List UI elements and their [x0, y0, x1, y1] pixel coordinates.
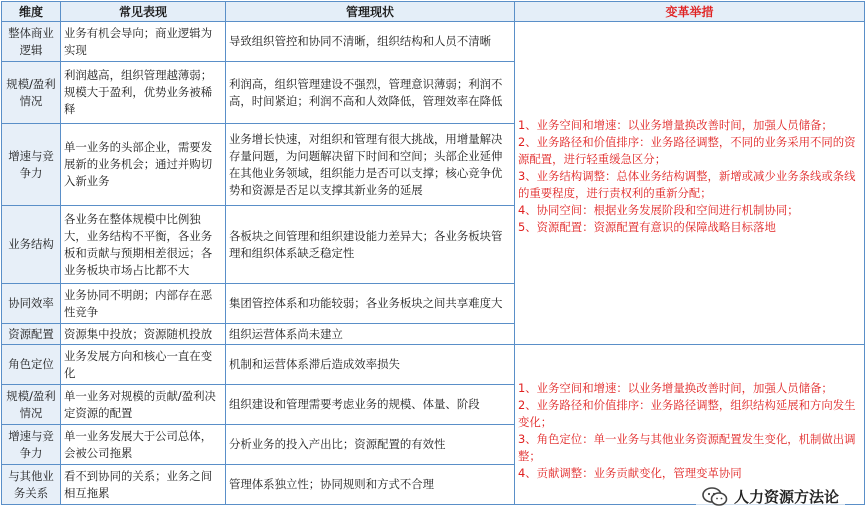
reform-item: 4、贡献调整：业务贡献变化，管理变革协同 — [518, 466, 742, 480]
watermark-text: 人力资源方法论 — [733, 488, 839, 506]
reform-item: 5、资源配置：资源配置有意识的保障战略目标落地 — [518, 220, 776, 234]
reform-item: 1、业务空间和增速：以业务增量换改善时间，加强人员储备； — [518, 118, 833, 132]
dimension-cell: 角色定位 — [2, 345, 61, 385]
header-row — [2, 2, 865, 22]
symptoms-cell: 单一业务对规模的贡献/盈利决定资源的配置 — [61, 385, 226, 425]
symptoms-cell: 看不到协同的关系；业务之间相互拖累 — [61, 465, 226, 505]
reform-item: 2、业务路径和价值排序：业务路径调整，不同的业务采用不同的资源配置，进行轻重缓急区分； — [518, 135, 856, 166]
dimension-cell: 规模/盈利情况 — [2, 385, 61, 425]
header-reform: 变革举措 — [515, 2, 865, 22]
status-cell: 机制和运营体系滞后造成效率损失 — [226, 345, 515, 385]
status-cell: 组织运营体系尚未建立 — [226, 324, 515, 345]
status-cell: 业务增长快速，对组织和管理有很大挑战，用增量解决存量问题，为问题解决留下时间和空间；头部企业延伸在其他业务领域，组织能力是否可以支撑；核心竞争优势和资源是否足以支撑其新业务的延展 — [226, 124, 515, 206]
dimension-cell: 与其他业务关系 — [2, 465, 61, 505]
header-status: 管理现状 — [226, 2, 515, 22]
status-cell: 集团管控体系和功能较弱；各业务板块之间共享难度大 — [226, 284, 515, 324]
symptoms-cell: 业务发展方向和核心一直在变化 — [61, 345, 226, 385]
dimension-cell: 整体商业逻辑 — [2, 22, 61, 62]
header-symptoms: 常见表现 — [61, 2, 226, 22]
status-cell: 组织建设和管理需要考虑业务的规模、体量、阶段 — [226, 385, 515, 425]
status-cell: 利润高，组织管理建设不强烈，管理意识薄弱；利润不高，时间紧迫；利润不高和人效降低，管理效率在降低 — [226, 62, 515, 124]
symptoms-cell: 单一业务的头部企业，需要发展新的业务机会；通过并购切入新业务 — [61, 124, 226, 206]
reform-cell-group-1 — [515, 22, 865, 345]
reform-list-1 — [518, 117, 861, 236]
dimension-cell: 规模/盈利情况 — [2, 62, 61, 124]
status-cell: 导致组织管控和协同不清晰，组织结构和人员不清晰 — [226, 22, 515, 62]
symptoms-cell: 单一业务发展大于公司总体，会被公司拖累 — [61, 425, 226, 465]
org-reform-table — [1, 1, 865, 505]
header-dimension: 维度 — [2, 2, 61, 22]
dimension-cell: 增速与竞争力 — [2, 124, 61, 206]
reform-item: 4、协同空间：根据业务发展阶段和空间进行机制协同； — [518, 203, 799, 217]
symptoms-cell: 资源集中投放；资源随机投放 — [61, 324, 226, 345]
dimension-cell: 增速与竞争力 — [2, 425, 61, 465]
reform-list-2 — [518, 380, 861, 482]
dimension-cell: 协同效率 — [2, 284, 61, 324]
symptoms-cell: 业务协同不明朗；内部存在恶性竞争 — [61, 284, 226, 324]
document-frame — [0, 1, 865, 517]
dimension-cell: 资源配置 — [2, 324, 61, 345]
dimension-cell: 业务结构 — [2, 206, 61, 284]
status-cell: 分析业务的投入产出比；资源配置的有效性 — [226, 425, 515, 465]
table-row — [2, 345, 865, 385]
reform-item: 1、业务空间和增速：以业务增量换改善时间，加强人员储备； — [518, 381, 833, 395]
wechat-icon — [702, 487, 728, 507]
table-row — [2, 22, 865, 62]
status-cell: 管理体系独立性；协同规则和方式不合理 — [226, 465, 515, 505]
symptoms-cell: 利润越高，组织管理越薄弱；规模大于盈利，优势业务被稀释 — [61, 62, 226, 124]
symptoms-cell: 各业务在整体规模中比例独大，业务结构不平衡，各业务板和贡献与预期相差很远；各业务板块市场占比都不大 — [61, 206, 226, 284]
reform-item: 2、业务路径和价值排序：业务路径调整，组织结构延展和方向发生变化； — [518, 398, 856, 429]
reform-cell-group-2 — [515, 345, 865, 505]
watermark — [696, 484, 845, 509]
reform-item: 3、业务结构调整：总体业务结构调整，新增或减少业务条线或条线的重要程度，进行责权利的重新分配； — [518, 169, 856, 200]
status-cell: 各板块之间管理和组织建设能力差异大；各业务板块管理和组织体系缺乏稳定性 — [226, 206, 515, 284]
symptoms-cell: 业务有机会导向；商业逻辑为实现 — [61, 22, 226, 62]
reform-item: 3、角色定位：单一业务与其他业务资源配置发生变化，机制做出调整； — [518, 432, 856, 463]
